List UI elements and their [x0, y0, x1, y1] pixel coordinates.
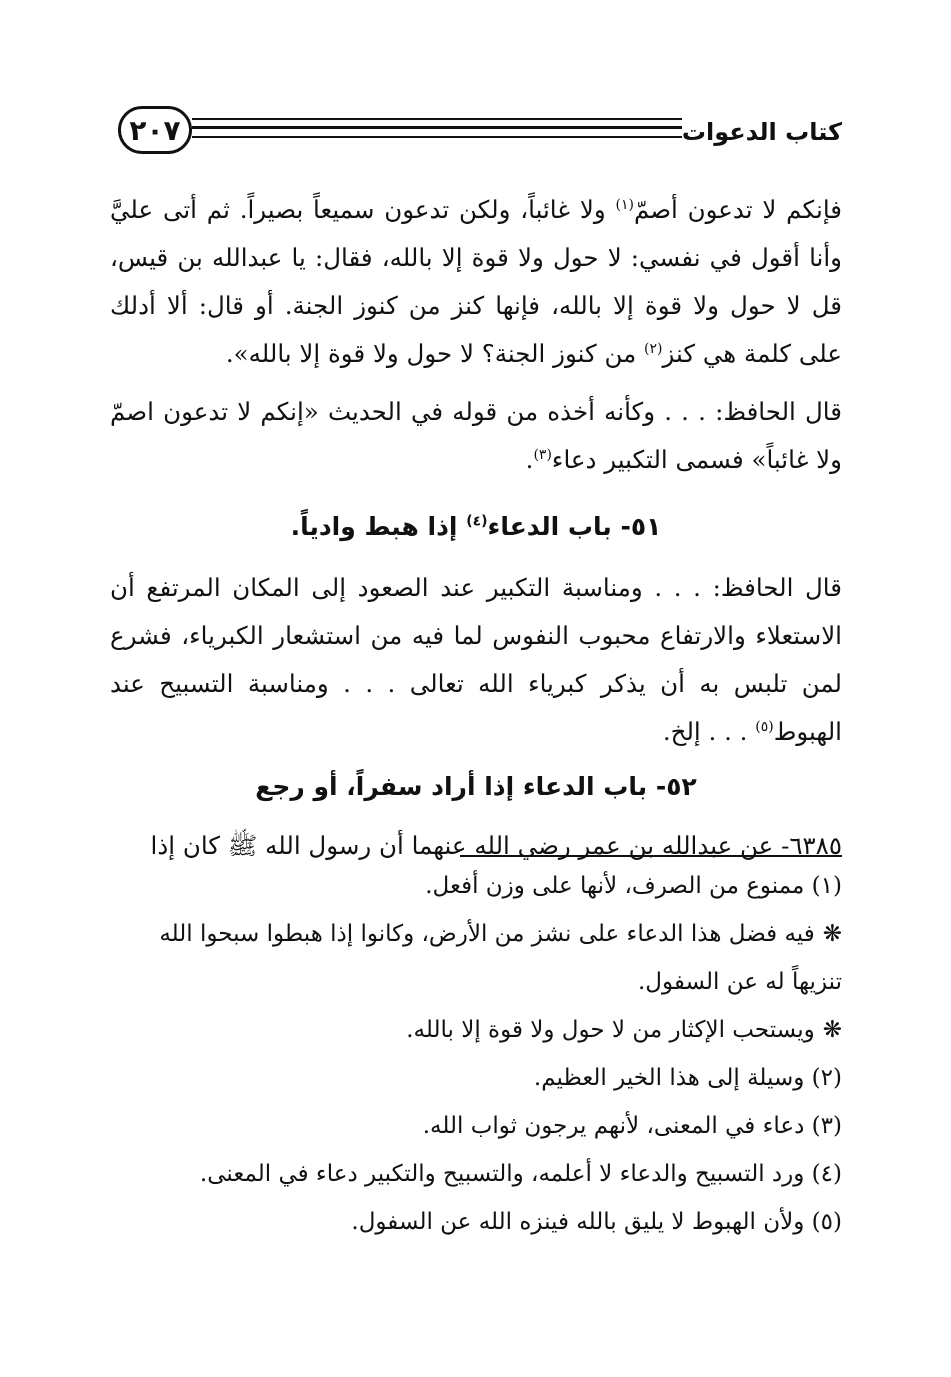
footnote-ref: (٢) [644, 340, 663, 357]
text-segment: قال الحافظ: . . . ومناسبة التكبير عند الصعود إلى المكان المرتفع أن الاستعلاء والارتفاع محبوب النفوس لما فيه من استشعار الكبرياء، فشرع لمن تلبس به أن يذكر كبرياء الله تعالى . . . ومناسبة التسبيح عند الهبوط [110, 573, 842, 746]
page-header [110, 100, 842, 164]
header-rule [192, 118, 682, 120]
commentary-note-b [110, 1006, 842, 1054]
text-segment: . [525, 445, 534, 474]
header-rule [192, 126, 682, 129]
note-text: فيه فضل هذا الدعاء على نشز من الأرض، وكانوا إذا هبطوا سبحوا الله تنزيهاً له عن السفول. [159, 921, 842, 995]
note-text: ويستحب الإكثار من لا حول ولا قوة إلا بالله. [406, 1017, 815, 1043]
paragraph-hafiz-comment-2 [110, 564, 842, 756]
footnote-separator [460, 855, 842, 857]
footnotes-section [110, 862, 842, 1246]
chapter-heading-52: ٥٢- باب الدعاء إذا أراد سفراً، أو رجع [255, 772, 697, 801]
footnote-2: (٢) وسيلة إلى هذا الخير العظيم. [533, 1065, 842, 1091]
footnote-ref: (٤) [466, 513, 488, 530]
asterism-icon: ❋ [822, 1017, 842, 1043]
text-segment: من كنوز الجنة؟ لا حول ولا قوة إلا بالله». [225, 339, 645, 368]
heading-text: إذا هبط وادياً. [290, 512, 467, 541]
footnote-5: (٥) ولأن الهبوط لا يليق بالله فينزه الله عن السفول. [351, 1209, 842, 1235]
footnote-1: (١) ممنوع من الصرف، لأنها على وزن أفعل. [425, 873, 842, 899]
footnote-ref: (٥) [755, 718, 774, 735]
header-rule [192, 136, 682, 138]
footnote-4: (٤) ورد التسبيح والدعاء لا أعلمه، والتسبيح والتكبير دعاء في المعنى. [199, 1161, 842, 1187]
footnote-ref: (٣) [533, 446, 552, 463]
text-segment: . . . إلخ. [662, 717, 756, 746]
text-segment: قال الحافظ: . . . وكأنه أخذه من قوله في الحديث «إنكم لا تدعون اصمّ ولا غائباً» فسمى التكبير دعاء [110, 397, 842, 474]
footnote-ref: (١) [615, 196, 634, 213]
footnote-3: (٣) دعاء في المعنى، لأنهم يرجون ثواب الله. [422, 1113, 842, 1139]
chapter-heading-51 [110, 502, 842, 552]
text-segment: فإنكم لا تدعون أصمّ [633, 195, 842, 224]
paragraph-hadith-continuation [110, 186, 842, 378]
paragraph-hadith-6385: ٦٣٨٥- عن عبدالله بن عمر رضي الله عنهما أن رسول الله ﷺ كان إذا [150, 831, 842, 860]
text-segment: ولا غائباً، ولكن تدعون سميعاً بصيراً. ثم أتى عليَّ وأنا أقول في نفسي: لا حول ولا قوة إلا بالله، فقال: يا عبدالله بن قيس، قل لا حول ولا قوة إلا بالله، فإنها كنز من كنوز الجنة. أو قال: ألا أدلك على كلمة هي كنز [110, 195, 842, 368]
commentary-note-a [110, 910, 842, 1006]
asterism-icon: ❋ [822, 921, 842, 947]
book-title: كتاب الدعوات [681, 118, 842, 146]
heading-text: ٥١- باب الدعاء [487, 512, 662, 541]
main-text [110, 186, 842, 870]
page-number-badge: ٢٠٧ [118, 106, 192, 154]
paragraph-hafiz-comment [110, 388, 842, 484]
